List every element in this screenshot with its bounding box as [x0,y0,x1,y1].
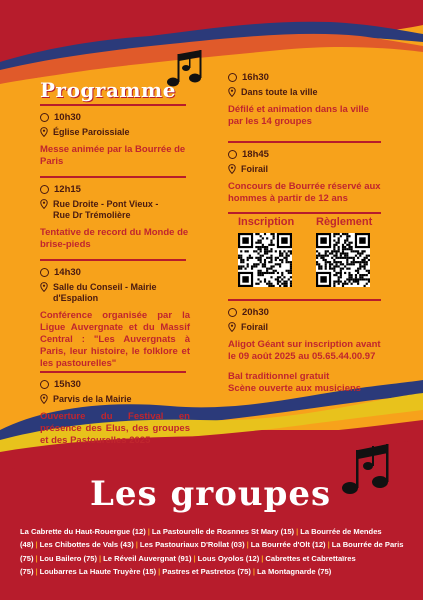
location-pin-icon [40,282,48,292]
divider [40,176,186,178]
groupe-item: Cabrettes et Cabrettaïres (75) [20,553,356,576]
event-location: Parvis de la Mairie [40,394,190,405]
event-left-3 [40,267,190,370]
divider [40,371,186,373]
location-pin-icon [40,394,48,404]
location-pin-icon [40,199,48,209]
groupe-item: La Bourrée de Paris (75) [20,540,404,563]
event-left-1 [40,112,190,168]
groupe-item: Les Chibottes de Vals (43) [39,540,134,550]
groupe-item: La Bourrée de Mendes (48) [20,527,382,550]
groupe-item: Les Pastouriaux D'Rollat (03) [139,540,245,550]
event-right-3 [228,307,388,395]
separator: | [261,553,264,563]
separator: | [147,527,150,536]
event-extra [228,371,388,395]
groupe-item: Loubarres La Haute Truyère (15) [39,566,157,576]
groupe-item: La Pastourelle de Rosnnes St Mary (15) [151,527,295,536]
event-location: Salle du Conseil - Mairie d'Espalion [40,282,190,304]
clock-icon [40,268,49,277]
event-time: 18h45 [228,149,383,160]
clock-icon [228,73,237,82]
event-left-4 [40,379,190,447]
clock-icon [228,308,237,317]
event-location: Église Paroissiale [40,127,190,138]
event-description: Concours de Bourrée réservé aux hommes à partir de 12 ans [228,181,381,204]
separator: | [35,566,38,576]
separator: | [158,566,161,576]
separator: | [193,553,196,563]
event-time: 10h30 [40,112,190,123]
qr-code-inscription-icon[interactable] [238,233,292,287]
clock-icon [228,150,237,159]
separator: | [35,540,38,550]
clock-icon [40,185,49,194]
event-time: 20h30 [228,307,388,318]
groupes-title: Les groupes [90,474,332,514]
event-description: Tentative de record du Monde de brise-pieds [40,227,189,250]
event-time: 16h30 [228,72,383,83]
separator: | [35,553,38,563]
event-location: Foirail [228,164,383,175]
programme-title: Programme [40,78,176,102]
separator: | [246,540,249,550]
event-description: Aligot Géant sur inscription avant le 09 août 2025 au 05.65.44.00.97 [228,339,381,362]
separator: | [252,566,256,576]
extra-line: Scène ouverte aux musiciens [228,383,362,394]
location-pin-icon [228,87,236,97]
groupe-item: La Montagnarde (75) [257,566,332,576]
music-notes-icon-bottom [340,440,402,502]
location-pin-icon [228,164,236,174]
event-description: Défilé et animation dans la ville par les 14 groupes [228,104,369,127]
divider [40,104,186,106]
event-left-2 [40,184,190,251]
clock-icon [40,380,49,389]
extra-line: Bal traditionnel gratuit [228,371,330,382]
groupe-item: Pastres et Pastretos (75) [162,566,251,576]
event-time: 12h15 [40,184,190,195]
event-right-1 [228,72,383,128]
divider [228,212,381,214]
separator: | [135,540,138,550]
divider [228,141,381,143]
event-description: Messe animée par la Bourrée de Paris [40,144,186,167]
groupe-item: Lou Bailero (75) [39,553,98,563]
inscription-label: Inscription [238,216,295,228]
clock-icon [40,113,49,122]
groupe-item: Le Réveil Auvergnat (91) [103,553,192,563]
event-right-2 [228,149,383,205]
event-location: Rue Droite - Pont Vieux - Rue Dr Trémolière [40,199,190,221]
divider [40,259,186,261]
separator: | [99,553,102,563]
event-description: Conférence organisée par la Ligue Auvergnate et du Massif Central : "Les Auvergnats à Paris, leur histoire, le folklore et les pastourelles" [40,310,190,369]
event-time: 15h30 [40,379,190,390]
divider [228,299,381,301]
event-location: Dans toute la ville [228,87,383,98]
reglement-label: Règlement [316,216,373,228]
event-location: Foirail [228,322,388,333]
event-time: 14h30 [40,267,190,278]
groupe-item: Lous Oyolos (12) [197,553,260,563]
location-pin-icon [40,127,48,137]
location-pin-icon [228,322,236,332]
groupe-item: La Bourrée d'Olt (12) [250,540,326,550]
qr-code-reglement-icon[interactable] [316,233,370,287]
groupe-item: La Cabrette du Haut-Rouergue (12) [20,527,146,536]
separator: | [327,540,330,550]
groupes-list [20,525,410,578]
event-description: Ouverture du Festival en présence des Elus, des groupes et des Pastourelles 2025 [40,411,190,446]
separator: | [296,527,299,536]
